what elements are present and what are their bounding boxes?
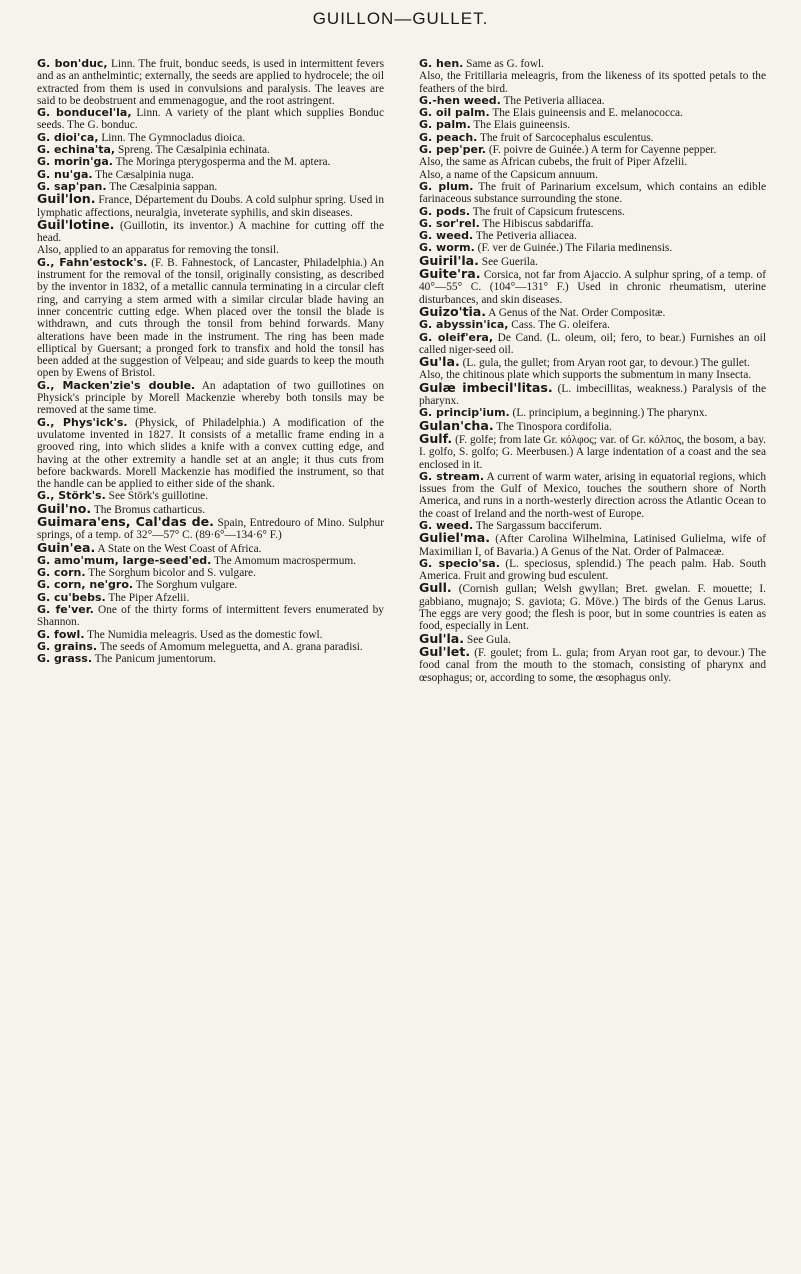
- entry-headword: Guiril'la.: [419, 252, 479, 268]
- dictionary-entry: [37, 539, 384, 555]
- dictionary-entry: [37, 107, 384, 132]
- entry-text: France, Département du Doubs. A cold sulphur spring. Used in lymphatic affections, neuralgia, inveterate syphilis, and skin diseases.: [37, 194, 384, 219]
- entry-text: An adaptation of two guillotines on Physick's principle by Morell Mackenzie whereby both tonsils may be removed at the same time.: [37, 379, 384, 417]
- entry-headword: G. hen.: [419, 57, 464, 70]
- entry-text: Linn. The fruit, bonduc seeds, is used in intermittent fevers and as an anthelmintic; externally, the seeds are applied to hydrocele; the oil extracted from them is used in convulsions and paralysis. The leaves are said to be deobstruent and emmenagogue, and the root astringent.: [37, 58, 384, 107]
- entry-headword: Gul'la.: [419, 630, 465, 646]
- entry-headword: G. cu'bebs.: [37, 590, 106, 604]
- dictionary-entry: [37, 380, 384, 417]
- entry-headword: G. pods.: [419, 204, 471, 218]
- entry-text: The fruit of Sarcocephalus esculentus.: [477, 131, 654, 144]
- entry-text: The Cæsalpinia sappan.: [106, 180, 218, 193]
- entry-headword: G. bon'duc,: [37, 57, 108, 70]
- dictionary-entry: [37, 555, 384, 567]
- entry-text: Also, the chitinous plate which supports the submentum in many Insecta.: [419, 369, 752, 382]
- entry-headword: Guil'lon.: [37, 191, 96, 207]
- dictionary-entry: [419, 630, 766, 646]
- entry-text: (L. imbecillitas, weakness.) Paralysis of the pharynx.: [419, 382, 766, 408]
- dictionary-entry: [419, 471, 766, 520]
- entry-headword: G. pep'per.: [419, 143, 486, 157]
- entry-text: Linn. The Gymnocladus dioica.: [98, 131, 246, 144]
- entry-headword: Guliel'ma.: [419, 530, 491, 546]
- dictionary-entry: [37, 417, 384, 491]
- entry-headword: Gu'la.: [419, 354, 460, 370]
- entry-headword: Guizo'tia.: [419, 303, 487, 319]
- left-column: [37, 58, 384, 666]
- entry-headword: G. plum.: [419, 179, 474, 193]
- entry-text: (L. speciosus, splendid.) The peach palm. Hab. South America. Fruit and growing bud esculent.: [419, 557, 766, 583]
- entry-text: (F. golfe; from late Gr. κόλφος; var. of Gr. κόλπος, the bosom, a bay. I. golfo, S. golfo; G. Meerbusen.) A large indentation of a coast and the sea enclosed in it.: [419, 433, 766, 471]
- dictionary-entry: [419, 582, 766, 632]
- entry-text: Corsica, not far from Ajaccio. A sulphur spring, of a temp. of 40°—55° C. (104°—131° F.) Used in chronic rheumatism, uterine disturbances, and skin diseases.: [419, 269, 766, 306]
- entry-headword: G. grass.: [37, 652, 93, 666]
- entry-text: The Tinospora cordifolia.: [493, 420, 612, 433]
- dictionary-entry: [37, 193, 384, 219]
- entry-text: One of the thirty forms of intermittent fevers enumerated by Shannon.: [37, 604, 384, 629]
- entry-text: Spain, Entredouro of Mino. Sulphur springs, of a temp. of 32°—57° C. (89·6°—134·6° F.): [37, 516, 384, 542]
- entry-text: The Panicum jumentorum.: [92, 653, 216, 666]
- entry-text: Cass. The G. oleifera.: [508, 319, 611, 332]
- entry-headword: Guimara'ens, Cal'das de.: [37, 513, 214, 529]
- entry-text: Same as G. fowl.: [463, 58, 544, 70]
- entry-text: Also, the same as African cubebs, the fruit of Piper Afzelii.: [419, 156, 688, 169]
- entry-headword: G., Störk's.: [37, 489, 106, 503]
- dictionary-entry: [37, 257, 384, 380]
- entry-headword: G. oil palm.: [419, 106, 490, 120]
- entry-text: A current of warm water, arising in equatorial regions, which issues from the Gulf of Mexico, touches the southern shore of North America, and runs in a north-westerly direction across the Atlantic Ocean to the coast of Ireland and the north-west of Europe.: [419, 470, 766, 520]
- entry-text: The Elais guineensis and E. melanococca.: [489, 107, 683, 120]
- entry-headword: G. oleif'era,: [419, 330, 494, 344]
- dictionary-entry: [419, 156, 766, 168]
- entry-headword: G. fe'ver.: [37, 603, 94, 617]
- entry-text: The Hibiscus sabdariffa.: [479, 217, 594, 230]
- entry-text: The seeds of Amomum meleguetta, and A. grana paradisi.: [97, 640, 363, 653]
- entry-headword: Gull.: [419, 580, 452, 596]
- entry-headword: G. peach.: [419, 130, 478, 144]
- entry-text: Also, the Fritillaria meleagris, from the likeness of its spotted petals to the feathers of the bird.: [419, 70, 766, 95]
- right-column: [419, 58, 766, 684]
- entry-headword: G. corn, ne'gro.: [37, 578, 134, 592]
- dictionary-entry: [419, 303, 766, 319]
- entry-text: (After Carolina Wilhelmina, Latinised Gulielma, wife of Maximilian I, of Bavaria.) A Genus of the Nat. Order of Palmaceæ.: [419, 533, 766, 558]
- entry-text: The Elais guineensis.: [470, 119, 571, 132]
- entry-text: (F. B. Fahnestock, of Lancaster, Philadelphia.) An instrument for the removal of the tonsil, originally consisting, as described by the inventor in 1832, of a metallic cannula terminating in a circular cleft ring, and carrying a stem armed with a similar circular blade having an inner concentric cutting edge. When placed over the tonsil the blade is withdrawn, and cuts through the tonsil from behind forwards. Many alterations have been made in the instrument. The ring has been made elliptical by Guersant; a pronged fork to transfix and hold the tonsil has been added at the suggestion of Velpeau; and side guards to keep the mouth open by Ewens of Bristol.: [37, 256, 385, 380]
- entry-headword: Guil'lotine.: [37, 216, 115, 232]
- dictionary-entry: [419, 107, 766, 119]
- dictionary-entry: [419, 268, 766, 306]
- dictionary-entry: [419, 643, 766, 684]
- entry-text: See Störk's guillotine.: [105, 490, 209, 503]
- entry-headword: G., Fahn'estock's.: [37, 255, 148, 269]
- entry-headword: G. princip'ium.: [419, 406, 510, 420]
- entry-headword: Gulan'cha.: [419, 417, 494, 433]
- entry-text: (Cornish gullan; Welsh gwyllan; Bret. gwelan. F. mouette; I. gabbiano, mugnajo; S. gaviota; G. Möve.) The birds of the Genus Larus. The eggs are very good; the flesh is poor, but in some countries is eaten as food, especially in Lent.: [419, 583, 766, 633]
- entry-text: The Moringa pterygosperma and the M. aptera.: [112, 156, 331, 169]
- entry-headword: G. fowl.: [37, 627, 85, 641]
- dictionary-entry: [419, 181, 766, 206]
- dictionary-entry: [419, 356, 766, 369]
- dictionary-entry: [419, 58, 766, 70]
- dictionary-entry: [419, 70, 766, 95]
- entry-headword: G. echina'ta,: [37, 143, 116, 157]
- entry-headword: G. sap'pan.: [37, 179, 107, 193]
- dictionary-entry: [419, 332, 766, 357]
- entry-text: The fruit of Capsicum frutescens.: [470, 205, 625, 218]
- dictionary-entry: [419, 379, 766, 408]
- dictionary-entry: [37, 216, 384, 245]
- entry-headword: G. abyssin'ica,: [419, 318, 509, 332]
- entry-headword: G. nu'ga.: [37, 167, 93, 181]
- entry-headword: G. palm.: [419, 118, 471, 132]
- entry-headword: Gulf.: [419, 430, 453, 446]
- entry-headword: G. dioi'ca,: [37, 130, 99, 144]
- dictionary-entry: [419, 417, 766, 433]
- running-head: GUILLON—GULLET.: [312, 9, 489, 28]
- entry-text: (F. poivre de Guinée.) A term for Cayenne pepper.: [485, 144, 717, 157]
- entry-text: Linn. A variety of the plant which supplies Bonduc seeds. The G. bonduc.: [37, 107, 385, 132]
- entry-text: The Sorghum vulgare.: [133, 579, 238, 592]
- entry-headword: Gul'let.: [419, 643, 471, 659]
- entry-headword: Guil'no.: [37, 500, 92, 516]
- entry-text: A State on the West Coast of Africa.: [95, 542, 262, 555]
- entry-text: (Physick, of Philadelphia.) A modification of the uvulatome invented in 1827. It consists of a metallic frame ending in a grooved ring, into which slides a knife with a convex cutting edge, and having at the other extremity a handle set at an angle; it thus cuts from before backwards. Morell Mackenzie has modified the instrument, so that the handle can be applied to either side of the shank.: [37, 416, 384, 491]
- dictionary-entry: [37, 513, 384, 542]
- entry-text: The Sorghum bicolor and S. vulgare.: [85, 567, 256, 580]
- entry-headword: G. grains.: [37, 639, 98, 653]
- entry-text: The Cæsalpinia nuga.: [92, 168, 194, 181]
- entry-text: Also, applied to an apparatus for removing the tonsil.: [37, 244, 279, 257]
- entry-headword: G. stream.: [419, 469, 485, 483]
- entry-text: The Petiveria alliacea.: [473, 230, 577, 243]
- entry-headword: G.-hen weed.: [419, 93, 501, 107]
- entry-text: De Cand. (L. oleum, oil; fero, to bear.) Furnishes an oil called niger-seed oil.: [419, 331, 766, 356]
- dictionary-entry: [419, 532, 766, 558]
- entry-headword: G. amo'mum, large-seed'ed.: [37, 553, 212, 567]
- entry-text: (L. gula, the gullet; from Aryan root gar, to devour.) The gullet.: [459, 357, 750, 370]
- entry-headword: G. corn.: [37, 566, 86, 580]
- entry-text: A Genus of the Nat. Order Compositæ.: [486, 306, 666, 319]
- entry-text: (F. ver de Guinée.) The Filaria medinensis.: [474, 242, 673, 255]
- dictionary-entry: [419, 558, 766, 583]
- entry-text: The Piper Afzelii.: [105, 591, 190, 604]
- entry-text: (L. principium, a beginning.) The pharynx.: [509, 407, 708, 420]
- entry-text: (Guillotin, its inventor.) A machine for cutting off the head.: [37, 219, 384, 245]
- entry-headword: G. sor'rel.: [419, 216, 480, 230]
- entry-headword: G., Macken'zie's double.: [37, 378, 196, 392]
- dictionary-entry: [37, 604, 384, 629]
- entry-text: The Bromus catharticus.: [91, 503, 206, 516]
- entry-text: (F. goulet; from L. gula; from Aryan root gar, to devour.) The food canal from the mouth to the stomach, consisting of pharynx and œsophagus; or, according to some, the œsophagus only.: [419, 646, 766, 684]
- entry-headword: Gulæ imbecil'litas.: [419, 379, 553, 395]
- entry-headword: G. worm.: [419, 241, 475, 255]
- entry-text: The Petiveria alliacea.: [500, 94, 605, 107]
- entry-text: The Numidia meleagris. Used as the domestic fowl.: [84, 628, 323, 641]
- entry-text: Also, a name of the Capsicum annuum.: [419, 168, 598, 181]
- dictionary-entry: [37, 653, 384, 665]
- entry-headword: G. weed.: [419, 518, 474, 532]
- dictionary-entry: [419, 144, 766, 156]
- dictionary-entry: [419, 430, 766, 471]
- entry-headword: G. bonducel'la,: [37, 106, 132, 120]
- entry-text: See Gula.: [464, 633, 512, 646]
- entry-headword: G. weed.: [419, 229, 474, 243]
- entry-headword: Guin'ea.: [37, 539, 96, 555]
- entry-headword: G. morin'ga.: [37, 155, 113, 169]
- entry-headword: G. specio'sa.: [419, 556, 500, 570]
- entry-text: The Sargassum bacciferum.: [473, 519, 602, 532]
- entry-text: See Guerila.: [478, 255, 538, 268]
- entry-text: The Amomum macrospermum.: [211, 554, 357, 567]
- entry-headword: G., Phys'ick's.: [37, 415, 128, 429]
- entry-text: Spreng. The Cæsalpinia echinata.: [115, 144, 270, 157]
- dictionary-entry: [37, 58, 384, 107]
- entry-text: The fruit of Parinarium excelsum, which contains an edible farinaceous substance surrounding the stone.: [419, 180, 767, 206]
- entry-headword: Guite'ra.: [419, 266, 481, 282]
